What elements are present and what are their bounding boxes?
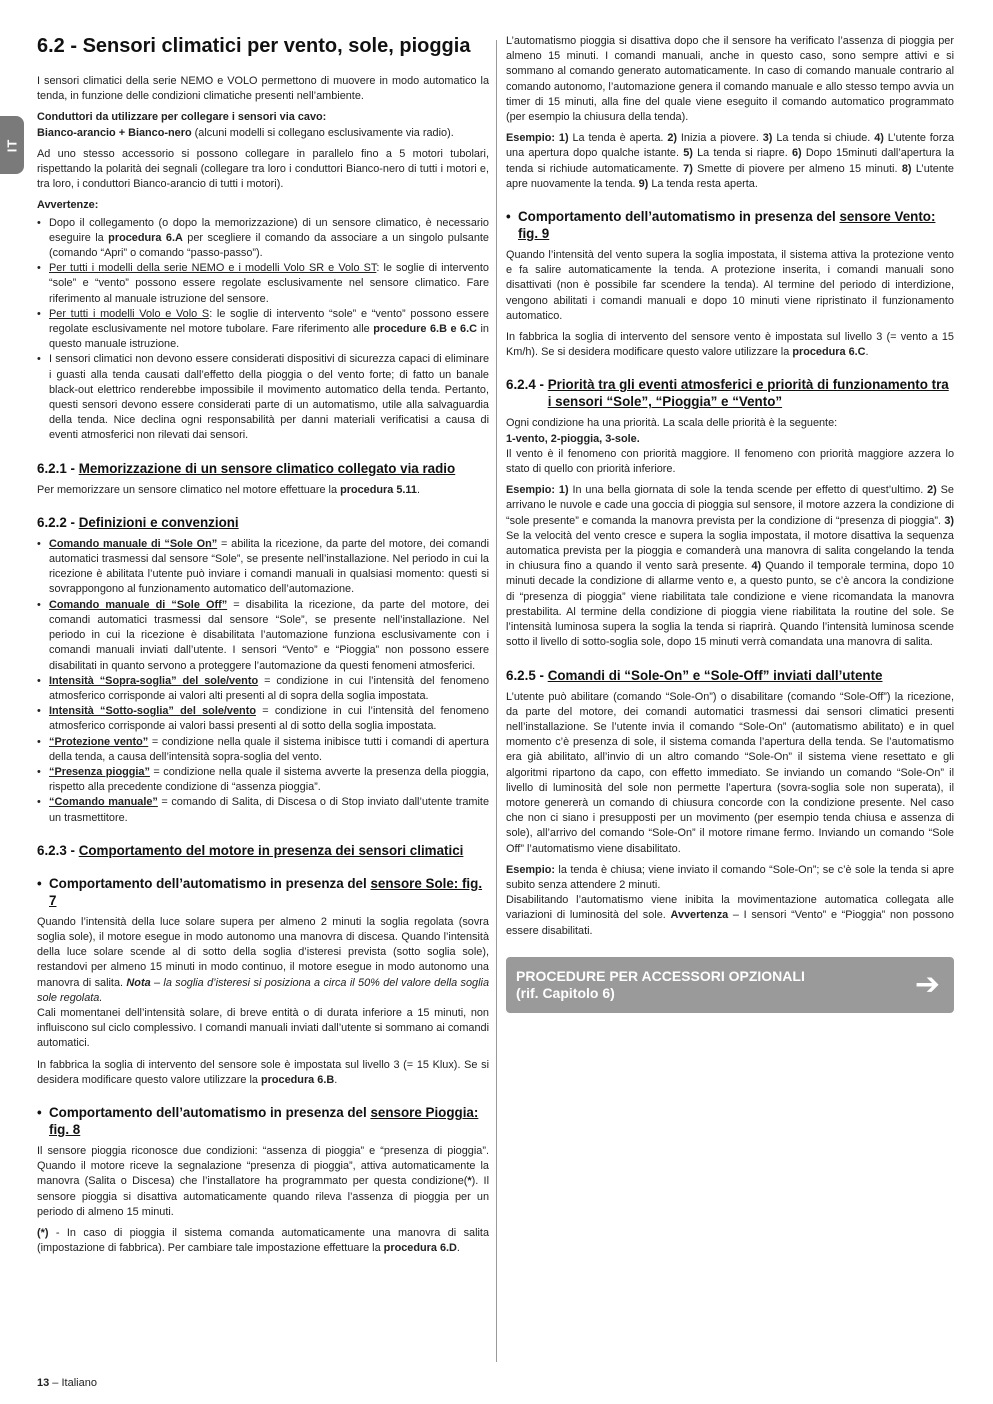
banner-title: PROCEDURE PER ACCESSORI OPZIONALI (rif. Capitolo 6) (516, 967, 805, 1001)
sole-commands-example: Esempio: la tenda è chiusa; viene inviato il comando “Sole-On”; se c’è sole la tenda si apre subito senza attendere 2 minuti. (506, 863, 954, 891)
subsection-6-2-5-heading: 6.2.5 - Comandi di “Sole-On” e “Sole-Off” inviati dall’utente (506, 667, 883, 683)
rain-example-paragraph: Esempio: 1) La tenda è aperta. 2) Inizia a piovere. 3) La tenda si chiude. 4) L’utente forza una apertura dopo qualche istante. 5) La tenda si riapre. 6) Dopo 15minuti dall’apertura la tenda si richiude automaticamente. 7) Smette di piovere per almeno 15 minuti. 8) L’utente apre nuovamente la tenda. 9) La tenda resta aperta. (506, 132, 955, 190)
list-item: • Per tutti i modelli della serie NEMO e i modelli Volo SR e Volo ST: le soglie di intervento “sole” e “vento” possono essere regolate esclusivamente nel sensore climatico. Fare riferimento al manuale istruzione del sensore. (37, 261, 489, 307)
subsection-6-2-1-heading: 6.2.1 - Memorizzazione di un sensore climatico collegato via radio (37, 460, 456, 476)
subsection-6-2-2-heading: 6.2.2 - Definizioni e convenzioni (37, 514, 239, 530)
sole-behaviour-heading: • Comportamento dell’automatismo in presenza del sensore Sole: fig. 7 (37, 875, 483, 908)
section-title: 6.2 - Sensori climatici per vento, sole, pioggia (37, 35, 471, 57)
vento-paragraph-2: In fabbrica la soglia di intervento del sensore vento è impostata sul livello 3 (= vento a 15 Km/h). Se si desidera modificare questo valore utilizzare la procedura 6.C. (506, 331, 954, 359)
list-item: • Dopo il collegamento (o dopo la memorizzazione) di un sensore climatico, è necessario eseguire la procedura 6.A per scegliere il comando da associare a un singolo pulsante (comando “Apri” o comando “passo-passo”). (37, 216, 489, 262)
list-item: • “Comando manuale” = comando di Salita, di Discesa o di Stop inviato dall’utente tramite un trasmettitore. (37, 795, 489, 825)
list-item: • Intensità “Sopra-soglia” del sole/vento = condizione in cui l’intensità del fenomeno atmosferico corrisponde ai valori alti presenti al di sopra della soglia impostata. (37, 674, 489, 704)
list-item: • Comando manuale di “Sole On” = abilita la ricezione, da parte del motore, dei comandi automatici trasmessi dal sensore “Sole”, se presente nell’installazione. Nel periodo in cui la ricezione è abilitata l’utente può inviare i comandi manuali in qualsiasi momento: questi si sovrappongono al funzionamento automatico dell’automazione. (37, 537, 489, 598)
vento-behaviour-heading: • Comportamento dell’automatismo in presenza del sensore Vento: fig. 9 (506, 209, 936, 242)
list-item: • “Presenza pioggia” = condizione nella quale il sistema avverte la presenza della pioggia, rispetto alla precedente condizione di “assenza pioggia”. (37, 765, 489, 795)
page-number: 13 (37, 1377, 50, 1389)
list-item: • Comando manuale di “Sole Off” = disabilita la ricezione, da parte del motore, dei comandi automatici trasmessi dal sensore “Sole”, se presente nell’installazione. Nel periodo in cui la ricezione è disabilitata l’automazione funziona esclusivamente con i comandi manuali inviati dall’utente. I sensori “Vento” e “Pioggia” non possono essere disabilitati in quanto servono a proteggere l’automazione da questi fenomeni atmosferici. (37, 598, 489, 674)
priority-example-paragraph: Esempio: 1) In una bella giornata di sole la tenda scende per effetto di quest’ultimo. 2) Se arrivano le nuvole e cade una goccia di pioggia sul sensore, il motore azzera la condizione di “sole presente” e comanda la manovra prevista per la condizione di “presenza di pioggia”. 3) Se la velocità del vento cresce e supera la soglia impostata, il motore disattiva la sequenza automatica prevista per la pioggia e comanderà una manovra di salita congelando la tenda in chiusura fino a quando il vento sarà presente. 4) Quando il temporale termina, dopo 10 minuti decade la condizione di allarme vento e, a questo punto, se c’è ancora la condizione di “presenza di pioggia” viene riabilitata tale condizione e viene ricomandata la manovra prestabilita. Al termine della condizione di pioggia viene riabilitata la routine del sole. Se l’intensità luminosa supera la soglia la tenda si riaprirà. Quando l’intensità luminosa scende sotto il livello di sotto-soglia sole, dopo 15 minuti verrà comandata una manovra di salita. (506, 484, 955, 649)
pioggia-behaviour-heading: • Comportamento dell’automatismo in presenza del sensore Pioggia: fig. 8 (37, 1104, 479, 1137)
sole-commands-warning: Disabilitando l’automatismo viene inibita la movimentazione automatica collegata alle variazioni di luminosità del sole. Avvertenza – I sensori “Vento” e “Pioggia” non possono essere disabilitati. (506, 894, 954, 937)
vento-paragraph-1: Quando l’intensità del vento supera la soglia impostata, il sistema attiva la protezione vento e fa salire automaticamente la tenda. A protezione inserita, i comandi manuali sono disattivati (non è possibile far scendere la tenda). Al termine del periodo di interdizione, vengono abilitati i comandi manuali e dopo 10 minuti viene ripristinato il funzionamento automatico. (506, 249, 954, 322)
page-footer (37, 1377, 97, 1389)
arrow-right-icon: ➔ (914, 967, 940, 1001)
language-tab-label: IT (4, 138, 20, 152)
subsection-6-2-4-heading: 6.2.4 - Priorità tra gli eventi atmosferici e priorità di funzionamento tra i sensori “Sole”, “Pioggia” e “Vento” (506, 377, 949, 410)
pioggia-paragraph-1: Il sensore pioggia riconosce due condizioni: “assenza di pioggia” e “presenza di pioggia”. Quando il motore riceve la segnalazione “presenza di pioggia”, attiva automaticamente la manovra (Salita o Discesa) che l’installatore ha programmato per questa condizione(*). Il sensore pioggia si disattiva automaticamente quando rileva l’assenza di pioggia per un periodo di almeno 15 minuti. (37, 1144, 490, 1218)
conduttori-heading: Conduttori da utilizzare per collegare i sensori via cavo: (37, 111, 327, 124)
conduttori-note: (alcuni modelli si collegano esclusivamente via radio). (191, 126, 454, 139)
parallel-paragraph: Ad uno stesso accessorio si possono collegare in parallelo fino a 5 motori tubolari, rispettando la polarità dei segnali (collegare tra loro i conduttori Bianco-nero di tutti i motori e, tra loro, i conduttori Bianco-arancio di tutti i motori). (37, 147, 489, 191)
language-tab (0, 116, 24, 174)
column-divider (496, 40, 497, 1362)
conduttori-wires: Bianco-arancio + Bianco-nero (37, 126, 192, 139)
priority-paragraph: Ogni condizione ha una priorità. La scala delle priorità è la seguente: 1-vento, 2-pioggia, 3-sole. Il vento è il fenomeno con priorità maggiore. Il fenomeno con priorità maggiore azzera lo stato di quello con priorità inferiore. (506, 417, 954, 476)
definitions-list (37, 537, 489, 826)
sole-paragraph-1: Quando l’intensità della luce solare supera per almeno 2 minuti la soglia regolata (sovra soglia sole), il motore esegue in modo autonomo una manovra di discesa. Quando l’intensità della luce solare scende al di sotto della soglia d’isteresi prevista (sotto soglia sole), restandovi per almeno 15 minuti in modo continuo, il motore esegue in modo autonomo una manovra di salita. Nota – la soglia d’isteresi si posiziona a circa il 50% del valore della soglia sole regolata. Cali momentanei dell’intensità solare, di breve entità o di durata inferiore a 15 minuti, non influiscono sul ciclo complessivo. I comandi manuali inviati dall’utente si sommano ai comandi automatici. (37, 915, 489, 1050)
sole-commands-paragraph: L’utente può abilitare (comando “Sole-On”) o disabilitare (comando “Sole-Off”) la ricezione, da parte del motore, dei comandi automatici trasmessi dai sensori climatici presenti nell’installazione. Se l’utente invia il comando “Sole-On” (automatismo abilitato) e in quel momento c’è presenza di sole, il sistema comanda l’apertura della tenda. Se l’automatismo era già abilitato, all’invio di un altro comando “Sole-On” il sistema viene resettato e gli algoritmi ripartono da capo, con effetto immediato. Se inviando un comando “Sole-On” il livello di luminosità del sole non permette l’apertura (sovra-soglia sole non superata), il motore genererà un comando di chiusura concorde con la condizione presente. Nel caso che non ci siano i presupposti per un movimento (per esempio tenda chiusa e assenza di sole), all’arrivo del comando “Sole-On” il motore rimane fermo. Inviando un comando “Sole Off” l’automatismo viene disabilitato. (506, 690, 954, 855)
list-item: • “Protezione vento” = condizione nella quale il sistema inibisce tutti i comandi di apertura della tenda, a causa dell’intensità sopra-soglia del vento. (37, 735, 489, 765)
list-item: • I sensori climatici non devono essere considerati dispositivi di sicurezza capaci di eliminare i guasti alla tenda causati dall’effetto della pioggia o del vento forte; di fatto un banale black-out elettrico renderebbe impossibile il movimento automatico della tenda. Pertanto, questi sensori devono essere considerati parte di un automatismo, utile alla salvaguardia della tenda. Nice declina ogni responsabilità per danni materiali verificatisi a causa di eventi atmosferici non rilevati dai sensori. (37, 352, 489, 443)
subsection-6-2-3-heading: 6.2.3 - Comportamento del motore in presenza dei sensori climatici (37, 842, 464, 858)
right-column (506, 34, 954, 1013)
left-column (37, 34, 489, 1262)
subsection-6-2-1-paragraph: Per memorizzare un sensore climatico nel motore effettuare la procedura 5.11. (37, 483, 420, 496)
rain-continuation-paragraph: L’automatismo pioggia si disattiva dopo che il sensore ha verificato l’assenza di pioggia per almeno 15 minuti. I comandi manuali, anche in questo caso, sono sempre attivi e si sommano al comando generato automaticamente. In caso di comando manuale contrario al comando autonomo, l’automazione genera il comando manuale e allo stesso tempo avvia un timer di 15 minuti, alla fine del quale viene eseguito il comando automatico programmato (per esempio la chiusura della tenda). (506, 35, 954, 124)
conduttori-paragraph (37, 110, 489, 140)
page-language: – Italiano (49, 1377, 97, 1389)
pioggia-paragraph-2: (*) - In caso di pioggia il sistema comanda automaticamente una manovra di salita (impostazione di fabbrica). Per cambiare tale impostazione effettuare la procedura 6.D. (37, 1226, 489, 1255)
list-item: • Per tutti i modelli Volo e Volo S: le soglie di intervento “sole” e “vento” possono essere regolate esclusivamente nel motore tubolare. Fare riferimento alle procedure 6.B e 6.C in questo manuale istruzione. (37, 307, 489, 353)
avvertenze-heading: Avvertenze: (37, 199, 99, 212)
optional-accessories-banner[interactable] (506, 957, 954, 1013)
list-item: • Intensità “Sotto-soglia” del sole/vento = condizione in cui l’intensità del fenomeno atmosferico corrisponde ai valori bassi presenti al di sotto della soglia impostata. (37, 704, 489, 734)
intro-paragraph: I sensori climatici della serie NEMO e VOLO permettono di muovere in modo automatico la tenda, in funzione delle condizioni climatiche presenti nell’ambiente. (37, 75, 489, 103)
sole-paragraph-3: In fabbrica la soglia di intervento del sensore sole è impostata sul livello 3 (= 15 Klux). Se si desidera modificare questo valore utilizzare la procedura 6.B. (37, 1058, 489, 1086)
avvertenze-list (37, 216, 489, 444)
